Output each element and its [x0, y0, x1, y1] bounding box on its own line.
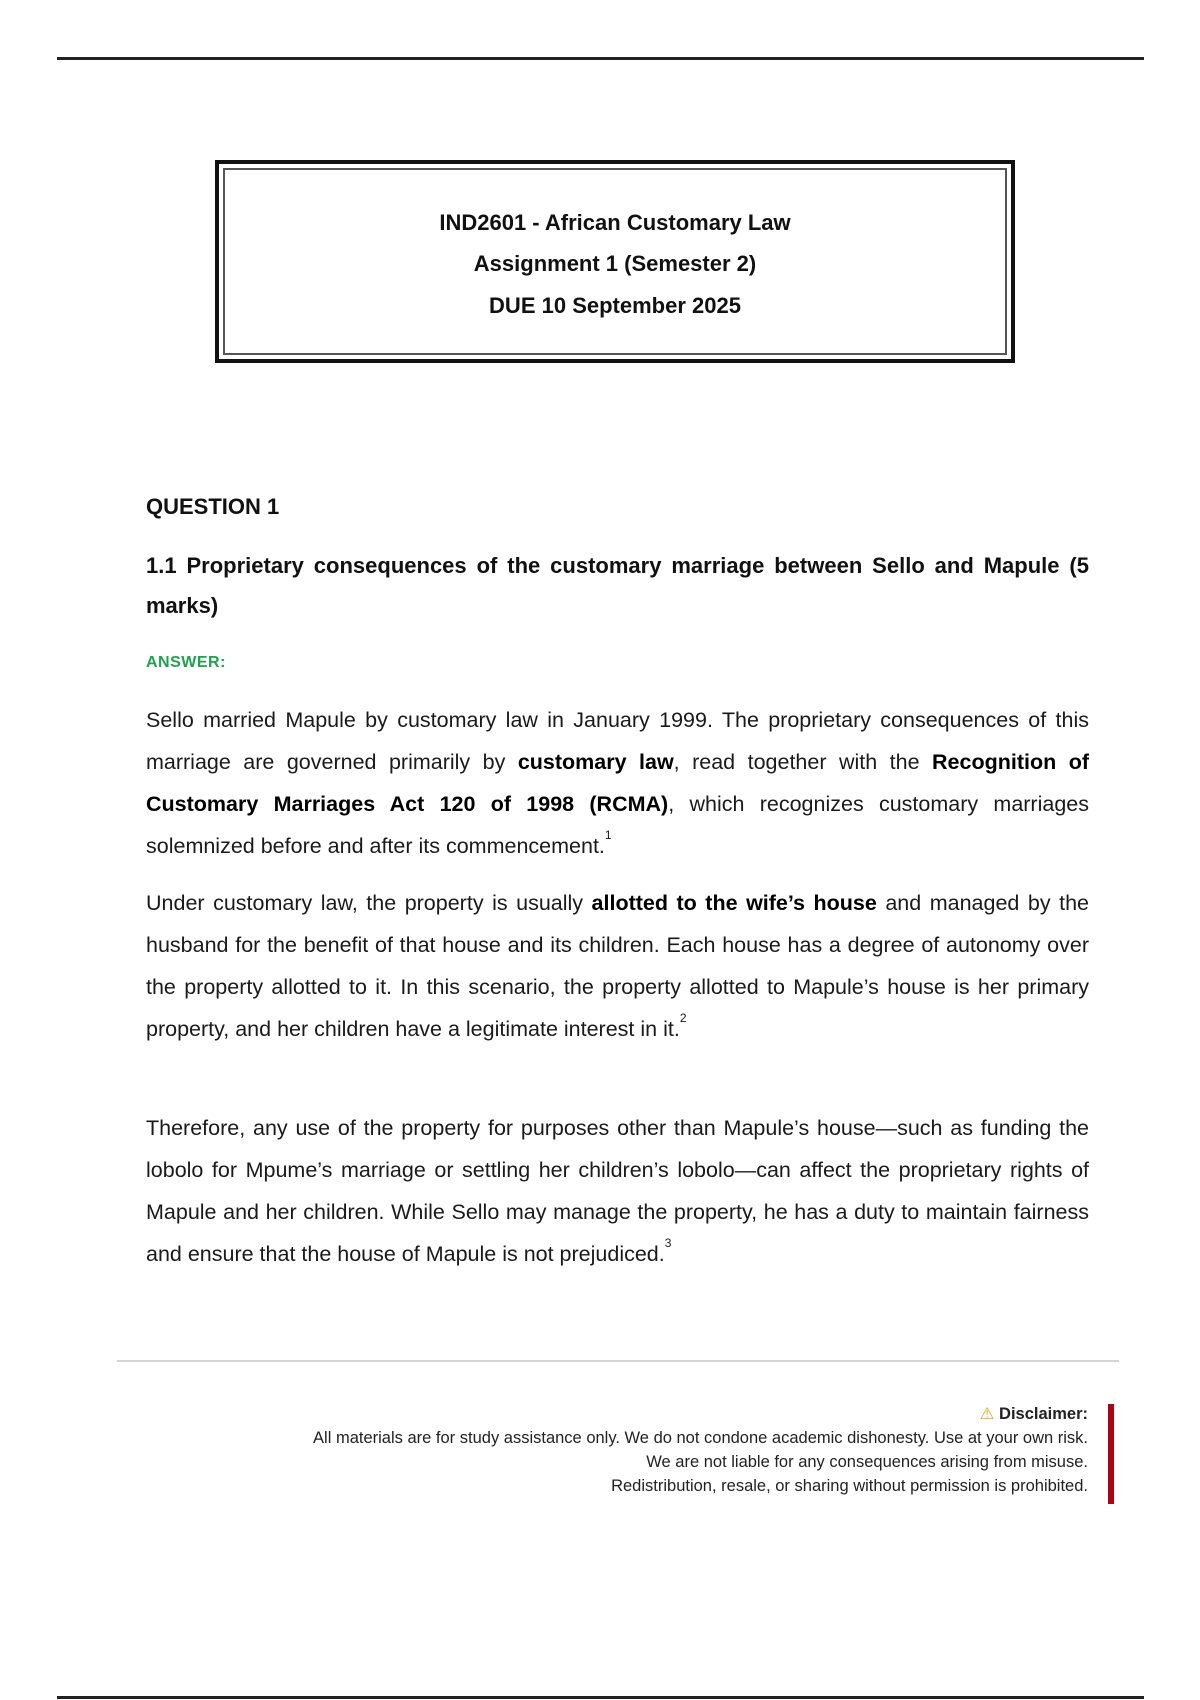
disclaimer-title: Disclaimer: — [999, 1405, 1088, 1423]
footnote-1: 1 — [604, 828, 612, 842]
disclaimer-line-2: We are not liable for any consequences arising from misuse. — [646, 1453, 1088, 1471]
disclaimer-line-3: Redistribution, resale, or sharing without permission is prohibited. — [611, 1477, 1088, 1495]
warning-icon: ⚠ — [979, 1405, 995, 1423]
due-date: DUE 10 September 2025 — [489, 293, 741, 318]
footnote-2: 2 — [679, 1011, 687, 1025]
assignment-title: Assignment 1 (Semester 2) — [473, 251, 757, 276]
title-box — [215, 160, 1015, 363]
question-label: QUESTION 1 — [146, 494, 280, 519]
paragraph-2: Under customary law, the property is usually allotted to the wife’s house and managed by the husband for the benefit of that house and its children. Each house has a degree of autonomy over the property allotted to it. In this scenario, the property allotted to Mapule’s house is her primary property, and her children have a legitimate interest in it.$^2$ — [146, 891, 1089, 1041]
bottom-rule — [57, 1696, 1144, 1699]
footnote-3: 3 — [664, 1236, 672, 1250]
paragraph-3: Therefore, any use of the property for purposes other than Mapule’s house—such as funding the lobolo for Mpume’s marriage or settling her children’s lobolo—can affect the proprietary rights of Mapule and her children. While Sello may manage the property, he has a duty to maintain fairness and ensure that the house of Mapule is not prejudiced.$^3$ — [146, 1116, 1089, 1266]
disclaimer-line-1: All materials are for study assistance only. We do not condone academic dishonesty. Use at your own risk. — [313, 1429, 1088, 1447]
disclaimer — [313, 1402, 1088, 1498]
course-title: IND2601 - African Customary Law — [439, 210, 791, 235]
disclaimer-accent-bar — [1108, 1404, 1114, 1504]
answer-label: ANSWER: — [146, 654, 226, 671]
top-rule — [57, 57, 1144, 60]
question-heading: 1.1 Proprietary consequences of the customary marriage between Sello and Mapule (5 marks) — [146, 553, 1089, 618]
paragraph-1: Sello married Mapule by customary law in January 1999. The proprietary consequences of this marriage are governed primarily by customary law, read together with the Recognition of Customary Marriages Act 120 of 1998 (RCMA), which recognizes customary marriages solemnized before and after its commencement.$^1$ — [146, 708, 1089, 858]
footer-divider — [117, 1360, 1119, 1362]
